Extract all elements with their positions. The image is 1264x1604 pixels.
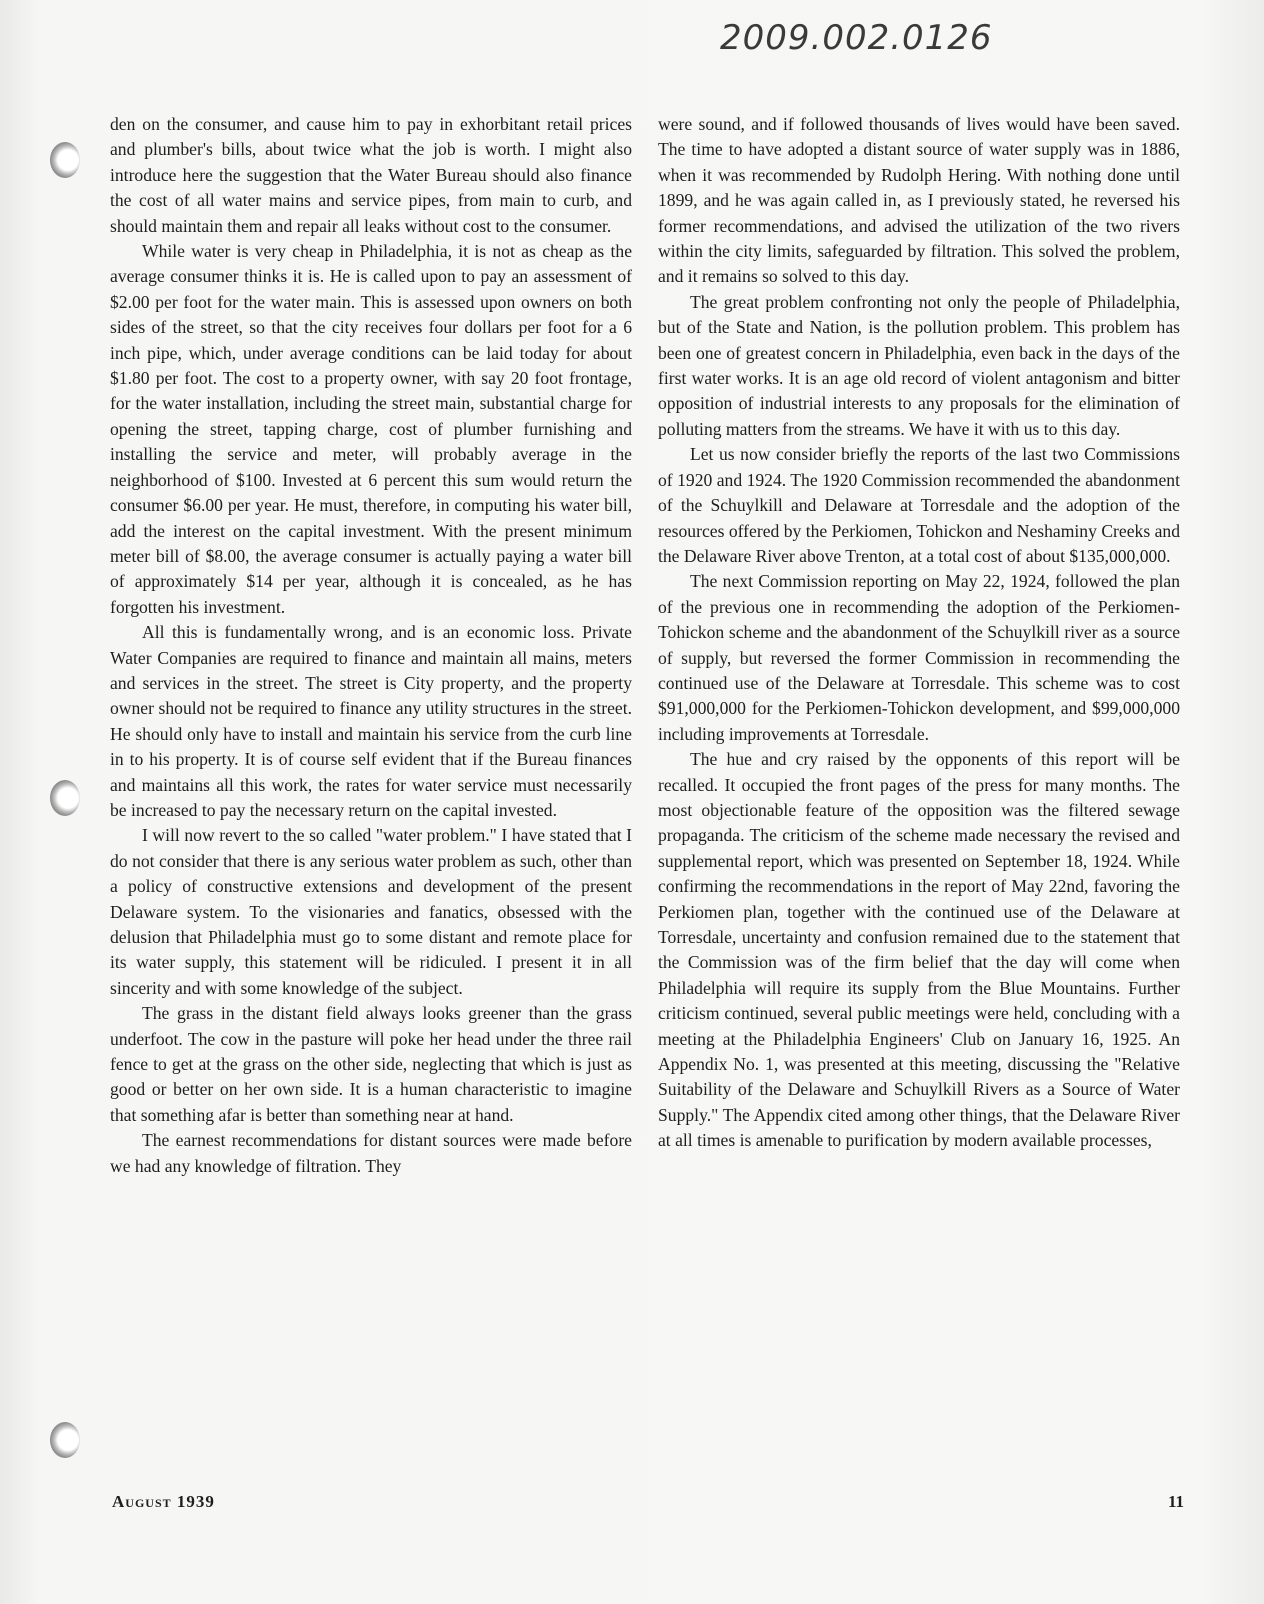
paragraph: The earnest recommendations for distant sources were made before we had any knowledge of filtration. They	[110, 1130, 632, 1176]
left-text-column	[110, 112, 632, 1179]
binder-hole-icon	[50, 780, 80, 816]
paragraph: The next Commission reporting on May 22, 1924, followed the plan of the previous one in recommending the adoption of the Perkiomen-Tohickon scheme and the abandonment of the Schuylkill river as a source of supply, but reversed the former Commission in recommending the continued use of the Delaware at Torresdale. This scheme was to cost $91,000,000 for the Perkiomen-Tohickon development, and $99,000,000 including improvements at Torresdale.	[658, 571, 1180, 744]
paragraph: The grass in the distant field always looks greener than the grass underfoot. The cow in the pasture will poke her head under the three rail fence to get at the grass on the other side, neglecting that which is just as good or better on her own side. It is a human characteristic to imagine that something afar is better than something near at hand.	[110, 1003, 632, 1125]
right-text-column	[658, 112, 1180, 1154]
paragraph: All this is fundamentally wrong, and is an economic loss. Private Water Companies are required to finance and maintain all mains, meters and services in the street. The street is City property, and the property owner should not be required to finance any utility structures in the street. He should only have to install and maintain his service from the curb line in to his property. It is of course self evident that if the Bureau finances and maintains all this work, the rates for water service must necessarily be increased to pay the necessary return on the capital invested.	[110, 622, 632, 820]
paragraph: I will now revert to the so called "water problem." I have stated that I do not consider that there is any serious water problem as such, other than a policy of constructive extensions and development of the present Delaware system. To the visionaries and fanatics, obsessed with the delusion that Philadelphia must go to some distant and remote place for its water supply, this statement will be ridiculed. I present it in all sincerity and with some knowledge of the subject.	[110, 825, 632, 998]
paragraph: The hue and cry raised by the opponents of this report will be recalled. It occupied the front pages of the press for many months. The most objectionable feature of the opposition was the filtered sewage propaganda. The criticism of the scheme made necessary the revised and supplemental report, which was presented on September 18, 1924. While confirming the recommendations in the report of May 22nd, favoring the Perkiomen plan, together with the continued use of the Delaware at Torresdale, uncertainty and confusion remained due to the statement that the Commission was of the firm belief that the day will come when Philadelphia will require its supply from the Blue Mountains. Further criticism continued, several public meetings were held, concluding with a meeting at the Philadelphia Engineers' Club on January 16, 1925. An Appendix No. 1, was presented at this meeting, discussing the "Relative Suitability of the Delaware and Schuylkill Rivers as a Source of Water Supply." The Appendix cited among other things, that the Delaware River at all times is amenable to purification by modern available processes,	[658, 749, 1180, 1151]
page-number: 11	[1168, 1492, 1185, 1511]
paragraph: While water is very cheap in Philadelphia, it is not as cheap as the average consumer thinks it is. He is called upon to pay an assessment of $2.00 per foot for the water main. This is assessed upon owners on both sides of the street, so that the city receives four dollars per foot for a 6 inch pipe, which, under average conditions can be laid today for about $1.80 per foot. The cost to a property owner, with say 20 foot frontage, for the water installation, including the street main, substantial charge for opening the street, tapping charge, cost of plumber furnishing and installing the service and meter, will probably average in the neighborhood of $100. Invested at 6 percent this sum would return the consumer $6.00 per year. He must, therefore, in computing his water bill, add the interest on the capital investment. With the present minimum meter bill of $8.00, the average consumer is actually paying a water bill of approximately $14 per year, although it is concealed, as he has forgotten his investment.	[110, 241, 632, 617]
binder-hole-icon	[50, 142, 80, 178]
paragraph: Let us now consider briefly the reports of the last two Commissions of 1920 and 1924. The 1920 Commission recommended the abandonment of the Schuylkill and Delaware at Torresdale and the adoption of the resources offered by the Perkiomen, Tohickon and Neshaminy Creeks and the Delaware River above Trenton, at a total cost of about $135,000,000.	[658, 444, 1180, 566]
paragraph: The great problem confronting not only the people of Philadelphia, but of the State and Nation, is the pollution problem. This problem has been one of greatest concern in Philadelphia, even back in the days of the first water works. It is an age old record of violent antagonism and bitter opposition of industrial interests to any proposals for the elimination of polluting matters from the streams. We have it with us to this day.	[658, 291, 1180, 439]
catalog-number-annotation: 2009.002.0126	[720, 18, 993, 58]
binder-hole-icon	[50, 1422, 80, 1458]
paragraph: were sound, and if followed thousands of lives would have been saved. The time to have adopted a distant source of water supply was in 1886, when it was recommended by Rudolph Hering. With nothing done until 1899, and he was again called in, as I previously stated, he reversed his former recommendations, and advised the utilization of the two rivers within the city limits, safeguarded by filtration. This solved the problem, and it remains so solved to this day.	[658, 114, 1180, 287]
paragraph: den on the consumer, and cause him to pay in exhorbitant retail prices and plumber's bills, about twice what the job is worth. I might also introduce here the suggestion that the Water Bureau should also finance the cost of all water mains and service pipes, from main to curb, and should maintain them and repair all leaks without cost to the consumer.	[110, 114, 632, 236]
footer-date: August 1939	[112, 1492, 215, 1511]
